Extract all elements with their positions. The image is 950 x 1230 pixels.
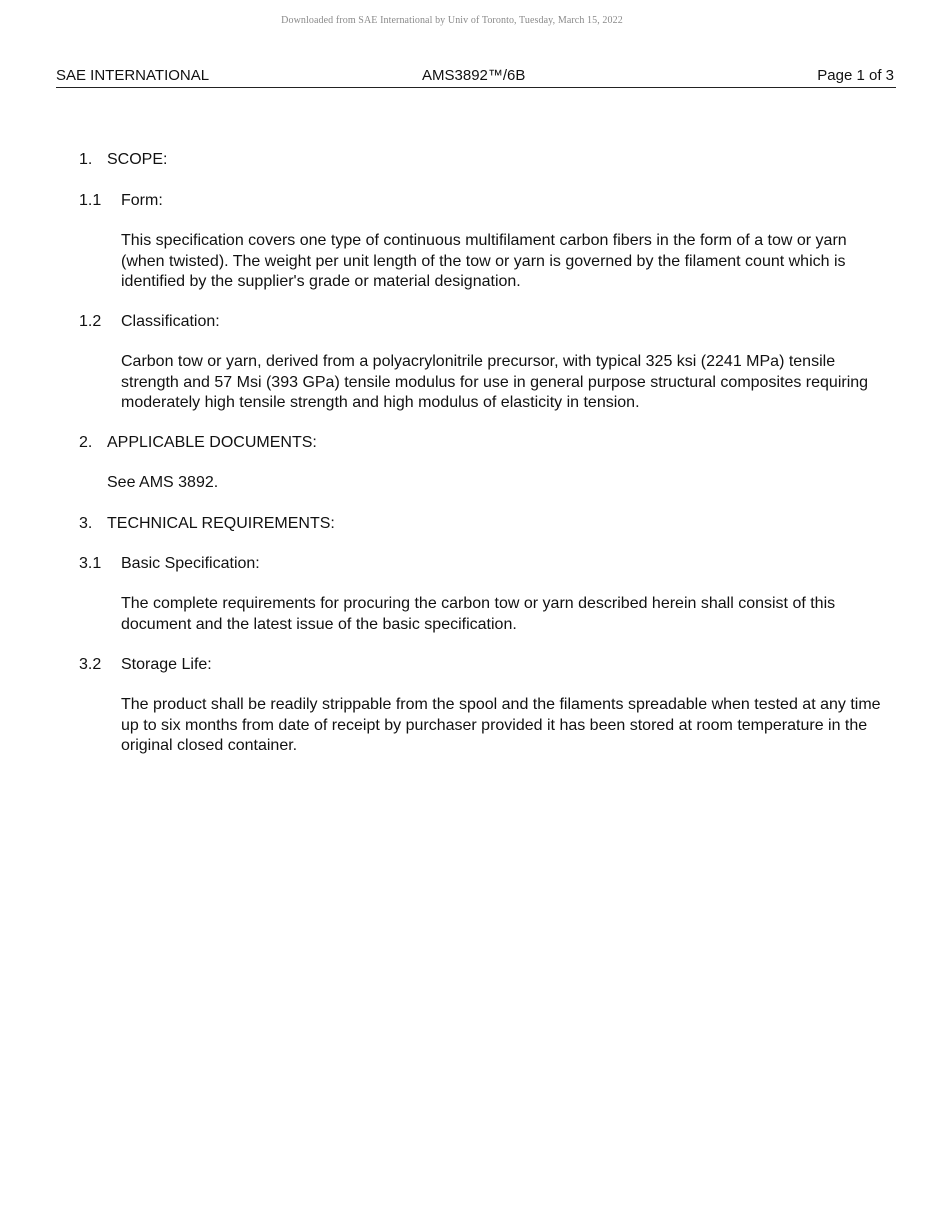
section-number: 3.2 bbox=[79, 656, 102, 673]
section-title: Classification: bbox=[121, 313, 220, 330]
header-organization: SAE INTERNATIONAL bbox=[56, 67, 210, 84]
section-1-2-heading bbox=[79, 312, 220, 333]
section-3-1-heading bbox=[79, 554, 260, 575]
header-document-id: AMS3892™/6B bbox=[422, 67, 526, 84]
section-3-1-paragraph: The complete requirements for procuring the carbon tow or yarn described herein shall consist of this document and the latest issue of the basic specification. bbox=[121, 595, 836, 633]
section-number: 2. bbox=[79, 434, 93, 451]
section-number: 3. bbox=[79, 515, 93, 532]
section-3-2-heading bbox=[79, 655, 212, 676]
page-header bbox=[56, 67, 896, 88]
section-title: Basic Specification: bbox=[121, 555, 260, 572]
section-3-heading bbox=[79, 514, 335, 535]
download-watermark: Downloaded from SAE International by Univ of Toronto, Tuesday, March 15, 2022 bbox=[281, 15, 623, 26]
section-title: TECHNICAL REQUIREMENTS: bbox=[107, 515, 335, 532]
section-1-heading bbox=[79, 150, 168, 171]
header-page-number: Page 1 of 3 bbox=[817, 67, 894, 84]
section-number: 1.2 bbox=[79, 313, 102, 330]
section-title: APPLICABLE DOCUMENTS: bbox=[107, 434, 317, 451]
section-3-2-paragraph: The product shall be readily strippable from the spool and the filaments spreadable when tested at any time up to six months from date of receipt by purchaser provided it has been stored at room temperature in the original closed container. bbox=[121, 696, 881, 754]
section-1-1-paragraph: This specification covers one type of continuous multifilament carbon fibers in the form of a tow or yarn (when twisted). The weight per unit length of the tow or yarn is governed by the filament count which is identified by the supplier's grade or material designation. bbox=[121, 232, 847, 290]
section-title: Storage Life: bbox=[121, 656, 212, 673]
section-2-heading bbox=[79, 433, 317, 454]
section-number: 1. bbox=[79, 151, 93, 168]
section-2-paragraph: See AMS 3892. bbox=[107, 474, 219, 491]
section-title: Form: bbox=[121, 192, 163, 209]
section-number: 3.1 bbox=[79, 555, 102, 572]
section-1-1-heading bbox=[79, 191, 163, 212]
section-title: SCOPE: bbox=[107, 151, 168, 168]
section-1-2-paragraph: Carbon tow or yarn, derived from a polyacrylonitrile precursor, with typical 325 ksi (2241 MPa) tensile strength and 57 Msi (393 GPa) tensile modulus for use in general purpose structural composites requiring moderately high tensile strength and high modulus of elasticity in tension. bbox=[121, 353, 869, 411]
section-number: 1.1 bbox=[79, 192, 102, 209]
